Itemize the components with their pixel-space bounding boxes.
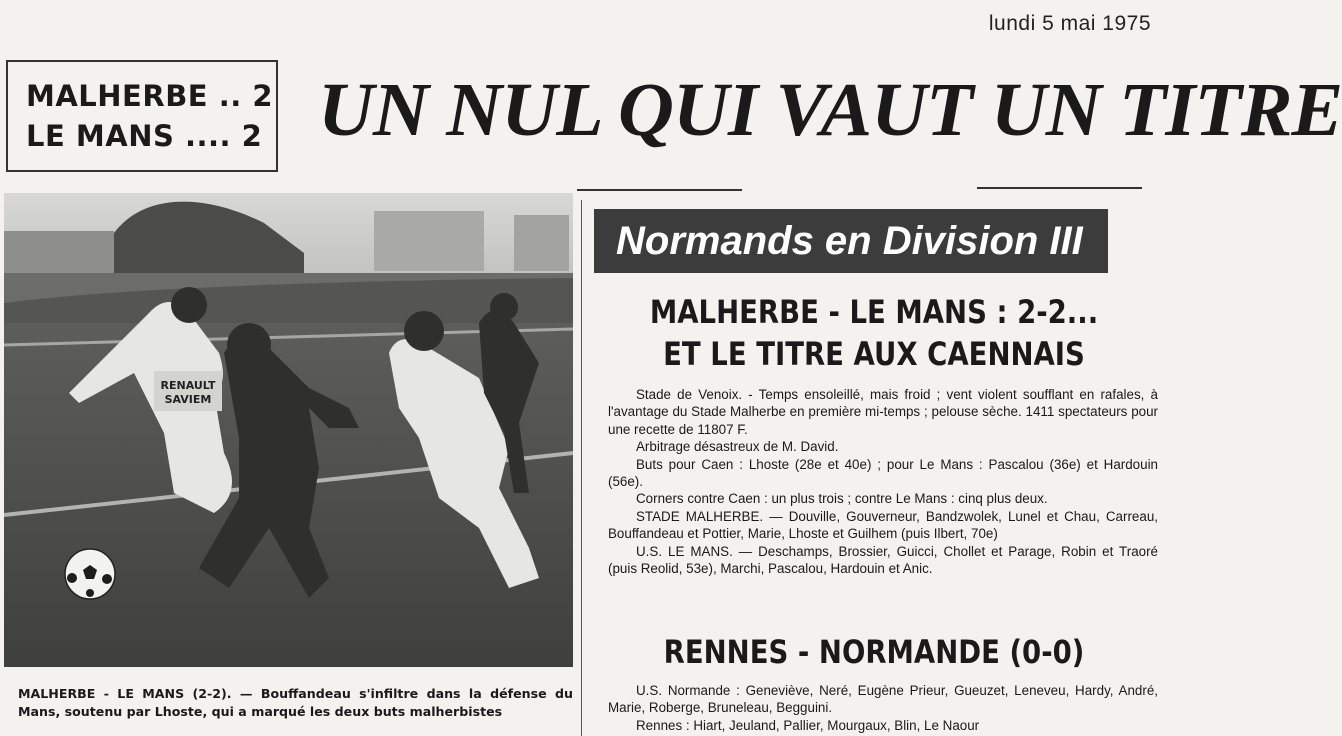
column-rule-left bbox=[577, 189, 742, 191]
article1-paragraph: U.S. LE MANS. — Deschamps, Brossier, Guicci, Chollet et Parage, Robin et Traoré (puis Reolid, 53e), Marchi, Pascalou, Hardouin et Anic. bbox=[608, 543, 1158, 577]
match-photo bbox=[4, 193, 573, 667]
article1-title-line1: MALHERBE - LE MANS : 2-2... bbox=[649, 293, 1099, 331]
article2-body bbox=[608, 682, 1158, 734]
column-divider bbox=[581, 200, 582, 736]
article1-title-line2: ET LE TITRE AUX CAENNAIS bbox=[663, 335, 1085, 373]
jersey-text-2: SAVIEM bbox=[164, 393, 212, 406]
article1-body bbox=[608, 386, 1158, 577]
photo-caption: MALHERBE - LE MANS (2-2). — Bouffandeau s'infiltre dans la défense du Mans, soutenu par Lhoste, qui a marqué les deux buts malherbistes bbox=[18, 686, 573, 719]
article2-paragraph: U.S. Normande : Geneviève, Neré, Eugène Prieur, Gueuzet, Leneveu, Hardy, André, Marie, Roberge, Bruneleau, Begguini. bbox=[608, 683, 1158, 716]
article1-paragraph: Corners contre Caen : un plus trois ; contre Le Mans : cinq plus deux. bbox=[636, 491, 1048, 507]
score-line-malherbe: MALHERBE .. 2 bbox=[26, 79, 274, 113]
section-banner: Normands en Division III bbox=[594, 209, 1108, 273]
score-box bbox=[6, 60, 278, 172]
column-rule-right bbox=[977, 187, 1142, 189]
article2-paragraph: Rennes : Hiart, Jeuland, Pallier, Mourgaux, Blin, Le Naour bbox=[636, 717, 980, 733]
article1-paragraph: Buts pour Caen : Lhoste (28e et 40e) ; pour Le Mans : Pascalou (36e) et Hardouin (56e). bbox=[608, 456, 1158, 490]
article2-title: RENNES - NORMANDE (0-0) bbox=[663, 633, 1085, 671]
article1-paragraph: Arbitrage désastreux de M. David. bbox=[636, 439, 839, 455]
main-headline: UN NUL QUI VAUT UN TITRE bbox=[318, 68, 1342, 152]
match-photo-illustration bbox=[4, 193, 573, 667]
article1-paragraph: Stade de Venoix. - Temps ensoleillé, mais froid ; vent violent soufflant en rafales, à l'avantage du Stade Malherbe en première mi-temps ; pelouse sèche. 1411 spectateurs pour une recette de 11807 F. bbox=[608, 387, 1158, 437]
issue-date: lundi 5 mai 1975 bbox=[988, 12, 1151, 35]
jersey-text-1: RENAULT bbox=[160, 379, 216, 392]
article1-paragraph: STADE MALHERBE. — Douville, Gouverneur, Bandzwolek, Lunel et Chau, Carreau, Bouffandeau et Pottier, Marie, Lhoste et Guilhem (puis Ilbert, 70e) bbox=[608, 508, 1158, 542]
score-line-le-mans: LE MANS .... 2 bbox=[26, 119, 263, 153]
